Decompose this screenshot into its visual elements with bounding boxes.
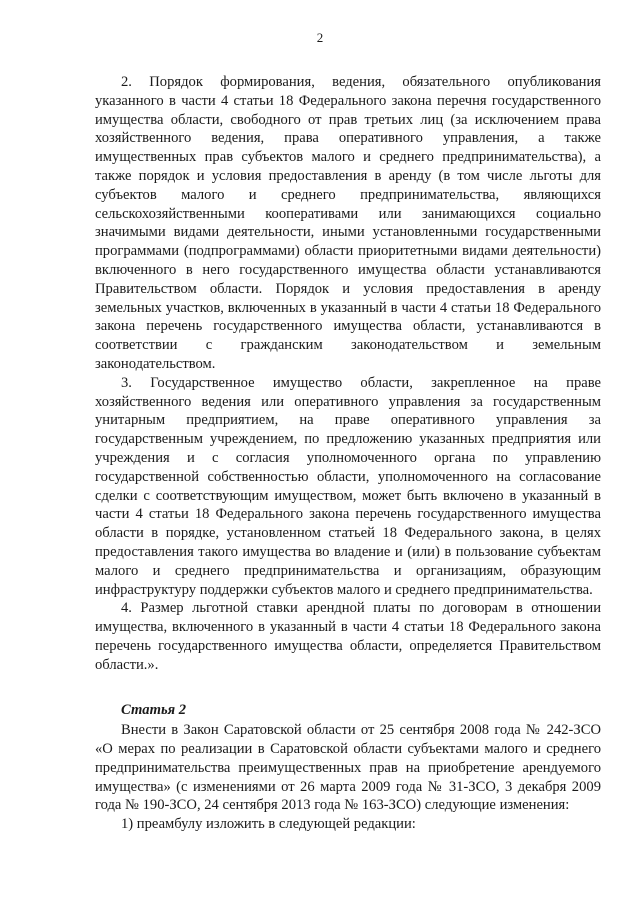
page-number: 2 [316, 30, 324, 45]
paragraph-item-4: 4. Размер льготной ставки арендной платы по договорам в отношении имущества, включенного в указанный в части 4 статьи 18 Федерального закона перечень государственного имущества области, определяется Правительством области.». [95, 600, 601, 673]
article-heading: Статья 2 [121, 701, 187, 718]
section-spacer [95, 675, 601, 687]
paragraph-item-3: 3. Государственное имущество области, закрепленное на праве хозяйственного ведения или оперативного управления за государственным унитарным предприятием, на праве оперативного управления за государственным учреждением, по предложению указанных предприятия или учреждения и с согласия уполномоченного органа по управлению государственной собственностью области, уполномоченного на согласование сделки с соответствующим имуществом, может быть включено в указанный в части 4 статьи 18 Федерального закона перечень государственного имущества области в порядке, установленном статьей 18 Федерального закона, в целях предоставления такого имущества во владение и (или) в пользование субъектам малого и среднего предпринимательства и организациям, образующим инфраструктуру поддержки субъектов малого и среднего предпринимательства. [95, 374, 601, 598]
amendment-item-1: 1) преамбулу изложить в следующей редакции: [121, 816, 416, 833]
article-intro-paragraph: Внести в Закон Саратовской области от 25 сентября 2008 года № 242-ЗСО «О мерах по реализации в Саратовской области субъектами малого и среднего предпринимательства преимущественных прав на приобретение арендуемого имущества» (с изменениями от 26 марта 2009 года № 31-ЗСО, 3 декабря 2009 года № 190-ЗСО, 24 сентября 2013 года № 163-ЗСО) следующие изменения: [95, 722, 601, 814]
paragraph-item-2: 2. Порядок формирования, ведения, обязательного опубликования указанного в части 4 статьи 18 Федерального закона перечня государственного имущества области, свободного от прав третьих лиц (за исключением права хозяйственного ведения, права оперативного управления, а также имущественных прав субъектов малого и среднего предпринимательства), а также порядок и условия предоставления в аренду (в том числе льготы для субъектов малого и среднего предпринимательства, являющихся сельскохозяйственными кооперативами или занимающихся социально значимыми видами деятельности, иными установленными государственными программами (подпрограммами) области приоритетными видами деятельности) включенного в него государственного имущества области устанавливаются Правительством области. Порядок и условия предоставления в аренду земельных участков, включенных в указанный в части 4 статьи 18 Федерального закона перечень государственного имущества области, устанавливаются в соответствии с гражданским законодательством и земельным законодательством. [95, 74, 601, 372]
document-body [95, 73, 601, 834]
